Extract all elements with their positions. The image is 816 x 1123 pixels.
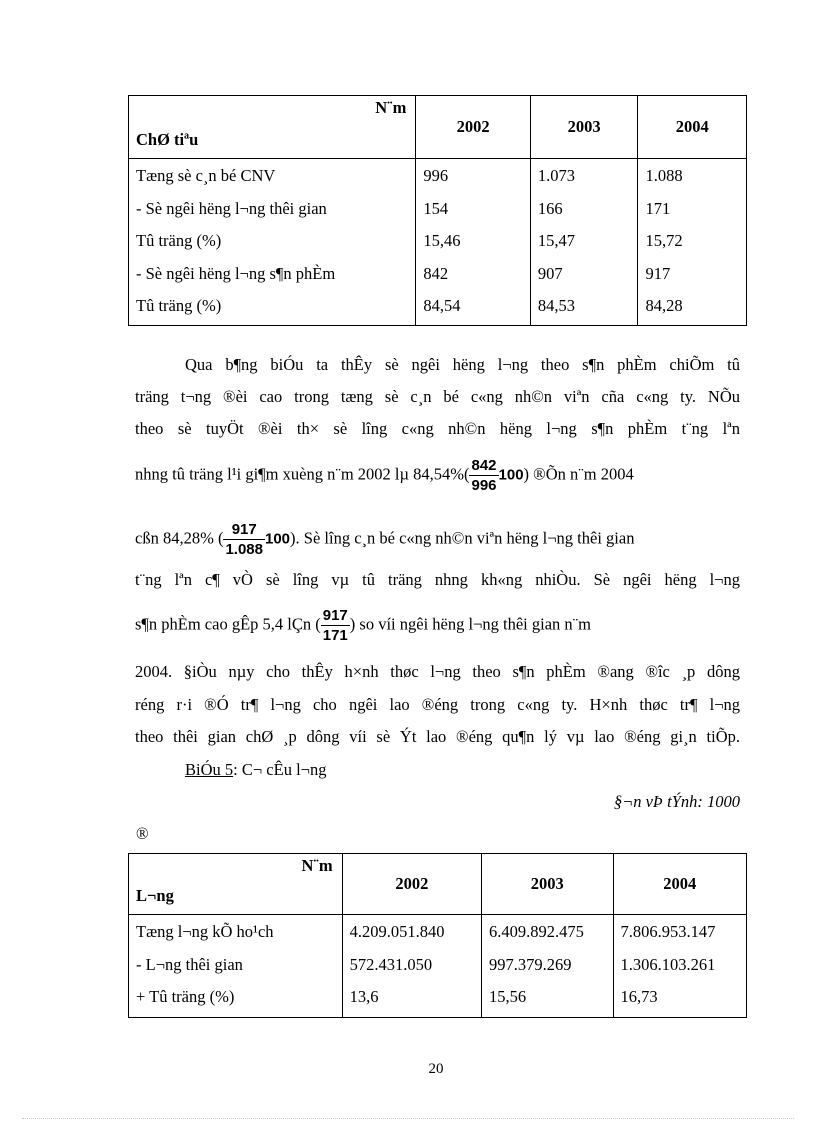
fraction-numerator: 842 <box>471 457 497 474</box>
table-value: 1.073 <box>537 166 576 185</box>
table-value: 15,56 <box>488 987 527 1006</box>
year-header: 2004 <box>638 96 747 159</box>
table-value: 166 <box>537 198 563 218</box>
header-year-label: N¨m <box>375 98 407 117</box>
table-body-row <box>129 915 747 1018</box>
fraction-denominator: 171 <box>322 627 348 644</box>
fraction-numerator: 917 <box>322 607 348 624</box>
paragraph-line: theo sè tuyÖt ®èi th× sè lîng c«ng nh©n hëng l¬ng s¶n phÈm t¨ng lªn <box>135 419 740 438</box>
table-value: 907 <box>537 263 563 283</box>
fraction <box>223 520 265 559</box>
table-value: 997.379.269 <box>488 954 572 974</box>
table-value: 6.409.892.475 <box>488 922 584 941</box>
year-header: 2002 <box>342 854 481 915</box>
paragraph-text: nhng tû träng l¹i gi¶m xuèng n¨m 2002 lµ 84,54%( <box>135 464 470 484</box>
paragraph-line: t¨ng lªn c¶ vÒ sè lîng vµ tû träng nhng kh«ng nhiÒu. Sè ngêi hëng l¬ng <box>135 570 740 589</box>
values-2004-cell <box>638 159 747 326</box>
values-2002-cell <box>342 915 481 1018</box>
row-labels-cell <box>129 915 343 1018</box>
values-2003-cell <box>530 159 638 326</box>
row-label: - Sè ngêi hëng l¬ng s¶n phÈm <box>136 263 336 283</box>
row-labels-cell <box>129 159 416 326</box>
values-2002-cell <box>416 159 530 326</box>
paragraph-line: theo thêi gian chØ ¸p dông víi sè Ýt lao ®éng qu¶n lý vµ lao ®éng gi¸n tiÕp. <box>135 727 740 746</box>
fraction <box>469 456 498 495</box>
table-value: 84,53 <box>537 296 576 315</box>
table-value: 7.806.953.147 <box>620 922 716 941</box>
page-bottom-rule <box>22 1118 794 1119</box>
year-header: 2003 <box>481 854 613 915</box>
row-label: Tû träng (%) <box>136 231 222 250</box>
paragraph-text: ) so víi ngêi hëng l¬ng thêi gian n¨m <box>349 614 591 634</box>
table-value: 4.209.051.840 <box>349 922 445 941</box>
table-value: 572.431.050 <box>349 954 433 974</box>
table-value: 15,72 <box>645 231 683 250</box>
row-label: Tæng sè c¸n bé CNV <box>136 166 276 185</box>
header-indicator-label: ChØ tiªu <box>136 130 199 149</box>
row-label: - Sè ngêi hëng l¬ng thêi gian <box>136 198 327 218</box>
paragraph-text: s¶n phÈm cao gÊp 5,4 lÇn ( <box>135 614 321 634</box>
paragraph-text: ). Sè lîng c¸n bé c«ng nh©n viªn hëng l¬ng thêi gian <box>290 528 635 548</box>
paragraph-line: träng t¬ng ®èi cao trong tæng sè c¸n bé c«ng nh©n viªn cña c«ng ty. NÕu <box>135 387 740 406</box>
table-caption <box>185 760 326 780</box>
fraction-numerator: 917 <box>223 520 265 540</box>
caption-title: : C¬ cÊu l¬ng <box>233 760 327 779</box>
table-value: 84,54 <box>423 296 461 315</box>
header-indicator-label: L¬ng <box>136 886 174 905</box>
multiplier: 100 <box>265 530 291 548</box>
year-header: 2004 <box>613 854 747 915</box>
table-body-row <box>129 159 747 326</box>
fraction-denominator: 1.088 <box>225 541 263 558</box>
diagonal-header-cell <box>129 96 416 159</box>
year-header: 2002 <box>416 96 530 159</box>
row-label: - L¬ng thêi gian <box>136 954 243 974</box>
values-2003-cell <box>481 915 613 1018</box>
table-header-row <box>129 854 747 915</box>
paragraph-text: cßn 84,28% ( <box>135 528 224 548</box>
row-label: Tæng l¬ng kÕ ho¹ch <box>136 922 274 941</box>
table-value: 996 <box>423 166 449 185</box>
year-header: 2003 <box>530 96 638 159</box>
fraction <box>321 606 350 645</box>
caption-label: BiÓu 5 <box>185 760 234 779</box>
table-value: 15,47 <box>537 231 576 250</box>
table-value: 13,6 <box>349 987 379 1006</box>
unit-note: §¬n vÞ tÝnh: 1000 <box>613 792 740 811</box>
table-value: 84,28 <box>645 296 683 315</box>
paragraph-line: 2004. §iÒu nµy cho thÊy h×nh thøc l¬ng theo s¶n phÈm ®ang ®îc ¸p dông <box>135 662 740 681</box>
page-number: 20 <box>428 1061 444 1077</box>
row-label: Tû träng (%) <box>136 296 222 315</box>
table-value: 154 <box>423 198 449 218</box>
table-value: 16,73 <box>620 987 658 1006</box>
diagonal-header-cell <box>129 854 343 915</box>
table-value: 1.088 <box>645 166 683 185</box>
wage-structure-table <box>128 853 747 1018</box>
paragraph-text: ) ®Õn n¨m 2004 <box>523 464 634 484</box>
header-year-label: N¨m <box>301 856 333 875</box>
table-value: 15,46 <box>423 231 461 250</box>
table-header-row <box>129 96 747 159</box>
paragraph-line-with-fraction <box>135 456 634 495</box>
paragraph-line-with-fraction <box>135 606 591 645</box>
table-value: 1.306.103.261 <box>620 954 716 974</box>
table-value: 171 <box>645 198 671 218</box>
paragraph-line-with-fraction <box>135 520 634 559</box>
paragraph-line: Qua b¶ng biÓu ta thÊy sè ngêi hëng l¬ng theo s¶n phÈm chiÕm tû <box>185 355 740 374</box>
unit-note-continuation: ® <box>136 824 149 843</box>
fraction-denominator: 996 <box>471 477 497 494</box>
staff-structure-table <box>128 95 747 326</box>
paragraph-line: réng r·i ®Ó tr¶ l¬ng cho ngêi lao ®éng trong c«ng ty. H×nh thøc tr¶ l¬ng <box>135 695 740 714</box>
row-label: + Tû träng (%) <box>136 987 235 1006</box>
table-value: 917 <box>645 263 671 283</box>
table-value: 842 <box>423 263 449 283</box>
values-2004-cell <box>613 915 747 1018</box>
multiplier: 100 <box>498 466 524 484</box>
